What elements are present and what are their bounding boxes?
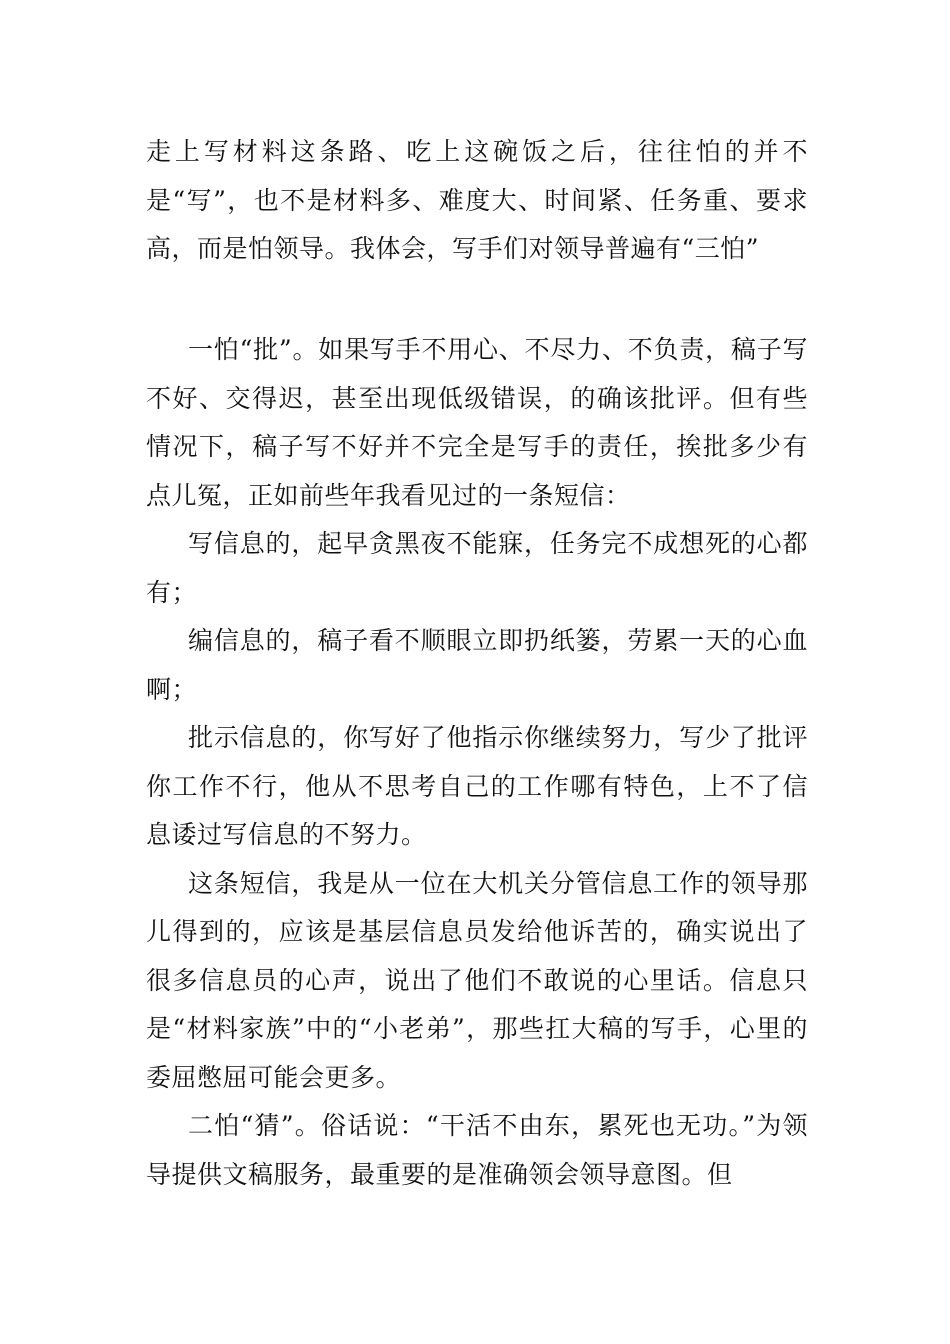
- intro-paragraph: 走上写材料这条路、吃上这碗饭之后，往往怕的并不是“写”，也不是材料多、难度大、时间紧、任务重、要求高，而是怕领导。我体会，写手们对领导普遍有“三怕”: [146, 137, 808, 263]
- paragraph-sms-line-1: 写信息的，起早贪黑夜不能寐，任务完不成想死的心都有；: [146, 529, 808, 607]
- paragraph-fear-guessing: 二怕“猜”。俗话说：“干活不由东，累死也无功。”为领导提供文稿服务，最重要的是准确领会领导意图。但: [146, 1111, 808, 1189]
- paragraph-sms-line-3: 批示信息的，你写好了他指示你继续努力，写少了批评你工作不行，他从不思考自己的工作哪有特色，上不了信息诿过写信息的不努力。: [146, 723, 808, 849]
- paragraph-sms-commentary: 这条短信，我是从一位在大机关分管信息工作的领导那儿得到的，应该是基层信息员发给他诉苦的，确实说出了很多信息员的心声，说出了他们不敢说的心里话。信息只是“材料家族”中的“小老弟”，那些扛大稿的写手，心里的委屈憋屈可能会更多。: [146, 868, 808, 1092]
- paragraph-fear-criticism: 一怕“批”。如果写手不用心、不尽力、不负责，稿子写不好、交得迟，甚至出现低级错误，的确该批评。但有些情况下，稿子写不好并不完全是写手的责任，挨批多少有点儿冤，正如前些年我看见过的一条短信：: [146, 335, 808, 510]
- paragraph-sms-line-2: 编信息的，稿子看不顺眼立即扔纸篓，劳累一天的心血啊；: [146, 626, 808, 704]
- body-section: [146, 326, 808, 1199]
- intro-section: [146, 128, 808, 274]
